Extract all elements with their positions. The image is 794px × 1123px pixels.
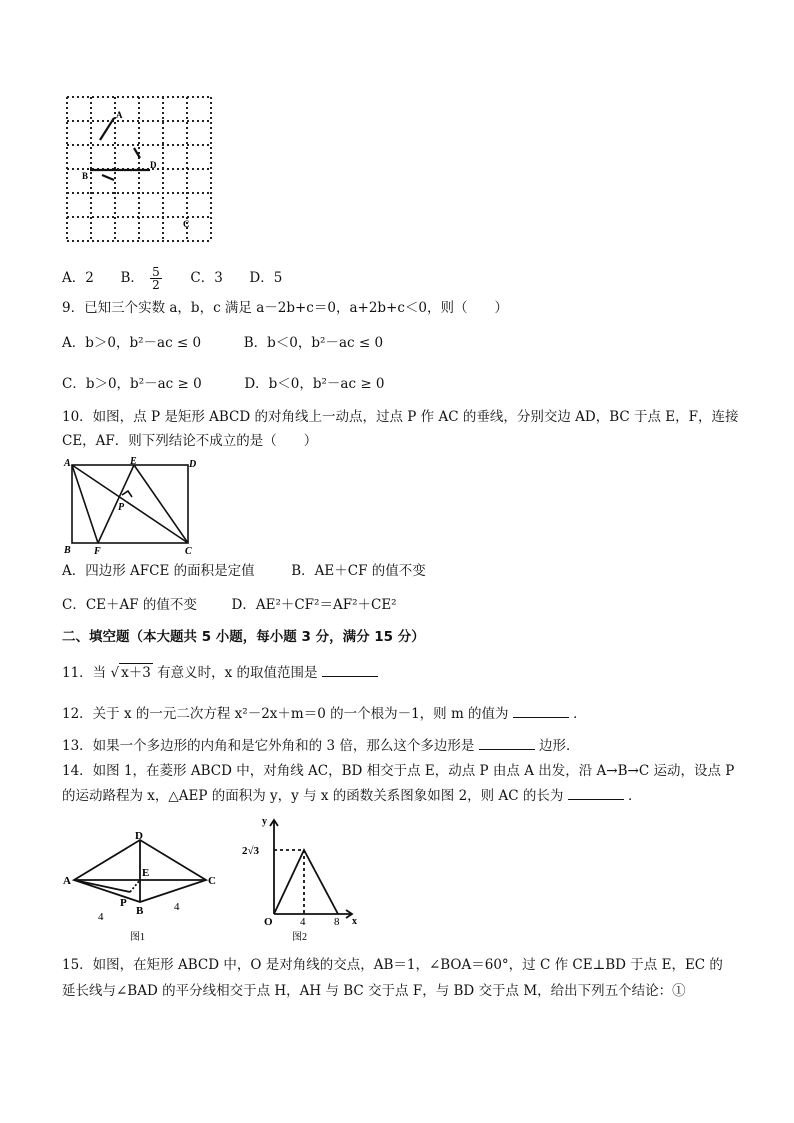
q8-label-d: D: [150, 160, 157, 170]
q10-option-a: A．四边形 AFCE 的面积是定值: [62, 563, 255, 579]
q15-line2: 延长线与∠BAD 的平分线相交于点 H，AH 与 BC 交于点 F，与 BD 交于点 M，给出下列五个结论：①: [62, 983, 686, 999]
q8-choices: [62, 266, 282, 291]
q14-fig1-label-c: C: [208, 875, 216, 887]
q10-options-cd: [62, 596, 397, 614]
q13-post: 边形．: [538, 738, 580, 754]
q13-pre: 13．如果一个多边形的内角和是它外角和的 3 倍，那么这个多边形是: [62, 738, 475, 754]
q9-option-c: C．b＞0，b²－ac ≥ 0: [62, 376, 202, 392]
q14-fig2-label-2root3: 2√3: [242, 845, 260, 857]
q9-option-a: A．b＞0，b²－ac ≤ 0: [62, 335, 202, 351]
q14-fig2-tick-8: 8: [334, 916, 340, 928]
q9-option-d: D．b＜0，b²－ac ≥ 0: [244, 376, 385, 392]
q14-line2: [62, 787, 641, 805]
q11-sqrt-sign: √: [110, 665, 120, 681]
q10-label-p: P: [118, 502, 125, 513]
q8-choice-b: B．: [120, 270, 144, 286]
q12-end: ．: [573, 706, 587, 722]
q13-line: [62, 737, 579, 755]
q14-figure2-graph: [240, 812, 360, 946]
q10-options-ab: [62, 562, 426, 580]
q11-answer-blank[interactable]: [322, 664, 378, 677]
q8-label-c: C: [183, 219, 190, 229]
q10-label-f: F: [94, 546, 101, 557]
q14-fig2-caption: 图2: [292, 932, 307, 943]
q10-label-a: A: [64, 458, 71, 469]
q9-options-cd: [62, 375, 385, 393]
q8-frac-den: 2: [152, 278, 160, 292]
q14-end: ．: [627, 788, 642, 804]
q11-radicand: x＋3: [121, 665, 151, 681]
q14-fig1-label-b: B: [136, 905, 144, 917]
q10-stem-line2: CE，AF．则下列结论不成立的是（ ）: [62, 433, 318, 449]
q14-fig2-origin: O: [264, 916, 273, 928]
q15-line1: 15．如图，在矩形 ABCD 中，O 是对角线的交点，AB＝1，∠BOA＝60°，过 C 作 CE⊥BD 于点 E，EC 的: [62, 957, 723, 973]
q8-grid-figure: [62, 92, 217, 247]
q14-fig1-label-4a: 4: [98, 911, 104, 923]
q10-label-c: C: [185, 546, 192, 557]
q8-choice-b-fraction: [150, 266, 162, 291]
q14-fig1-label-4b: 4: [174, 901, 180, 913]
q14-fig1-label-e: E: [142, 867, 150, 879]
q11-pre: 11．当: [62, 665, 107, 681]
q8-frac-num: 5: [152, 265, 160, 279]
q14-fig2-tick-4: 4: [300, 916, 306, 928]
q13-answer-blank[interactable]: [479, 737, 535, 750]
q9-stem: 9．已知三个实数 a，b，c 满足 a－2b+c＝0，a+2b+c＜0，则（ ）: [62, 300, 509, 316]
q14-fig2-axis-y: y: [262, 816, 267, 827]
q14-figure1-rhombus: [62, 828, 222, 946]
q8-choice-c: C．3: [190, 270, 223, 286]
q14-answer-blank[interactable]: [568, 787, 624, 800]
q10-label-e: E: [130, 456, 137, 467]
q14-fig1-caption: 图1: [130, 932, 145, 943]
q10-stem-line1: 10．如图，点 P 是矩形 ABCD 的对角线上一动点，过点 P 作 AC 的垂线，分别交边 AD，BC 于点 E，F，连接: [62, 409, 739, 425]
q11-post: 有意义时，x 的取值范围是: [157, 665, 318, 681]
q10-label-b: B: [64, 545, 71, 556]
q10-option-d: D．AE²＋CF²＝AF²＋CE²: [231, 597, 397, 613]
q11-line: [62, 663, 378, 682]
q14-fig1-label-d: D: [135, 830, 143, 842]
q10-option-c: C．CE＋AF 的值不变: [62, 597, 197, 613]
q8-choice-d: D．5: [249, 270, 283, 286]
q9-option-b: B．b＜0，b²－ac ≤ 0: [243, 335, 384, 351]
q8-label-b: B: [82, 171, 89, 181]
q9-options-ab: [62, 334, 383, 352]
q14-line2-text: 的运动路程为 x，△AEP 的面积为 y，y 与 x 的函数关系图象如图 2，则 AC 的长为: [62, 788, 564, 804]
section2-heading: 二、填空题（本大题共 5 小题，每小题 3 分，满分 15 分）: [62, 629, 425, 645]
q12-text: 12．关于 x 的一元二次方程 x²－2x＋m＝0 的一个根为－1，则 m 的值为: [62, 706, 509, 722]
q12-answer-blank[interactable]: [513, 705, 569, 718]
q14-fig1-label-p: P: [120, 897, 127, 909]
q12-line: [62, 705, 587, 723]
q8-choice-a: A．2: [62, 270, 94, 286]
q10-option-b: B．AE＋CF 的值不变: [291, 563, 426, 579]
q10-label-d: D: [189, 459, 197, 470]
q8-label-a: A: [116, 110, 123, 120]
q14-fig1-label-a: A: [63, 875, 71, 887]
q10-rectangle-figure: [62, 455, 212, 557]
q14-line1: 14．如图 1，在菱形 ABCD 中，对角线 AC，BD 相交于点 E，动点 P 由点 A 出发，沿 A→B→C 运动，设点 P: [62, 763, 735, 779]
q14-fig2-axis-x: x: [352, 916, 357, 927]
